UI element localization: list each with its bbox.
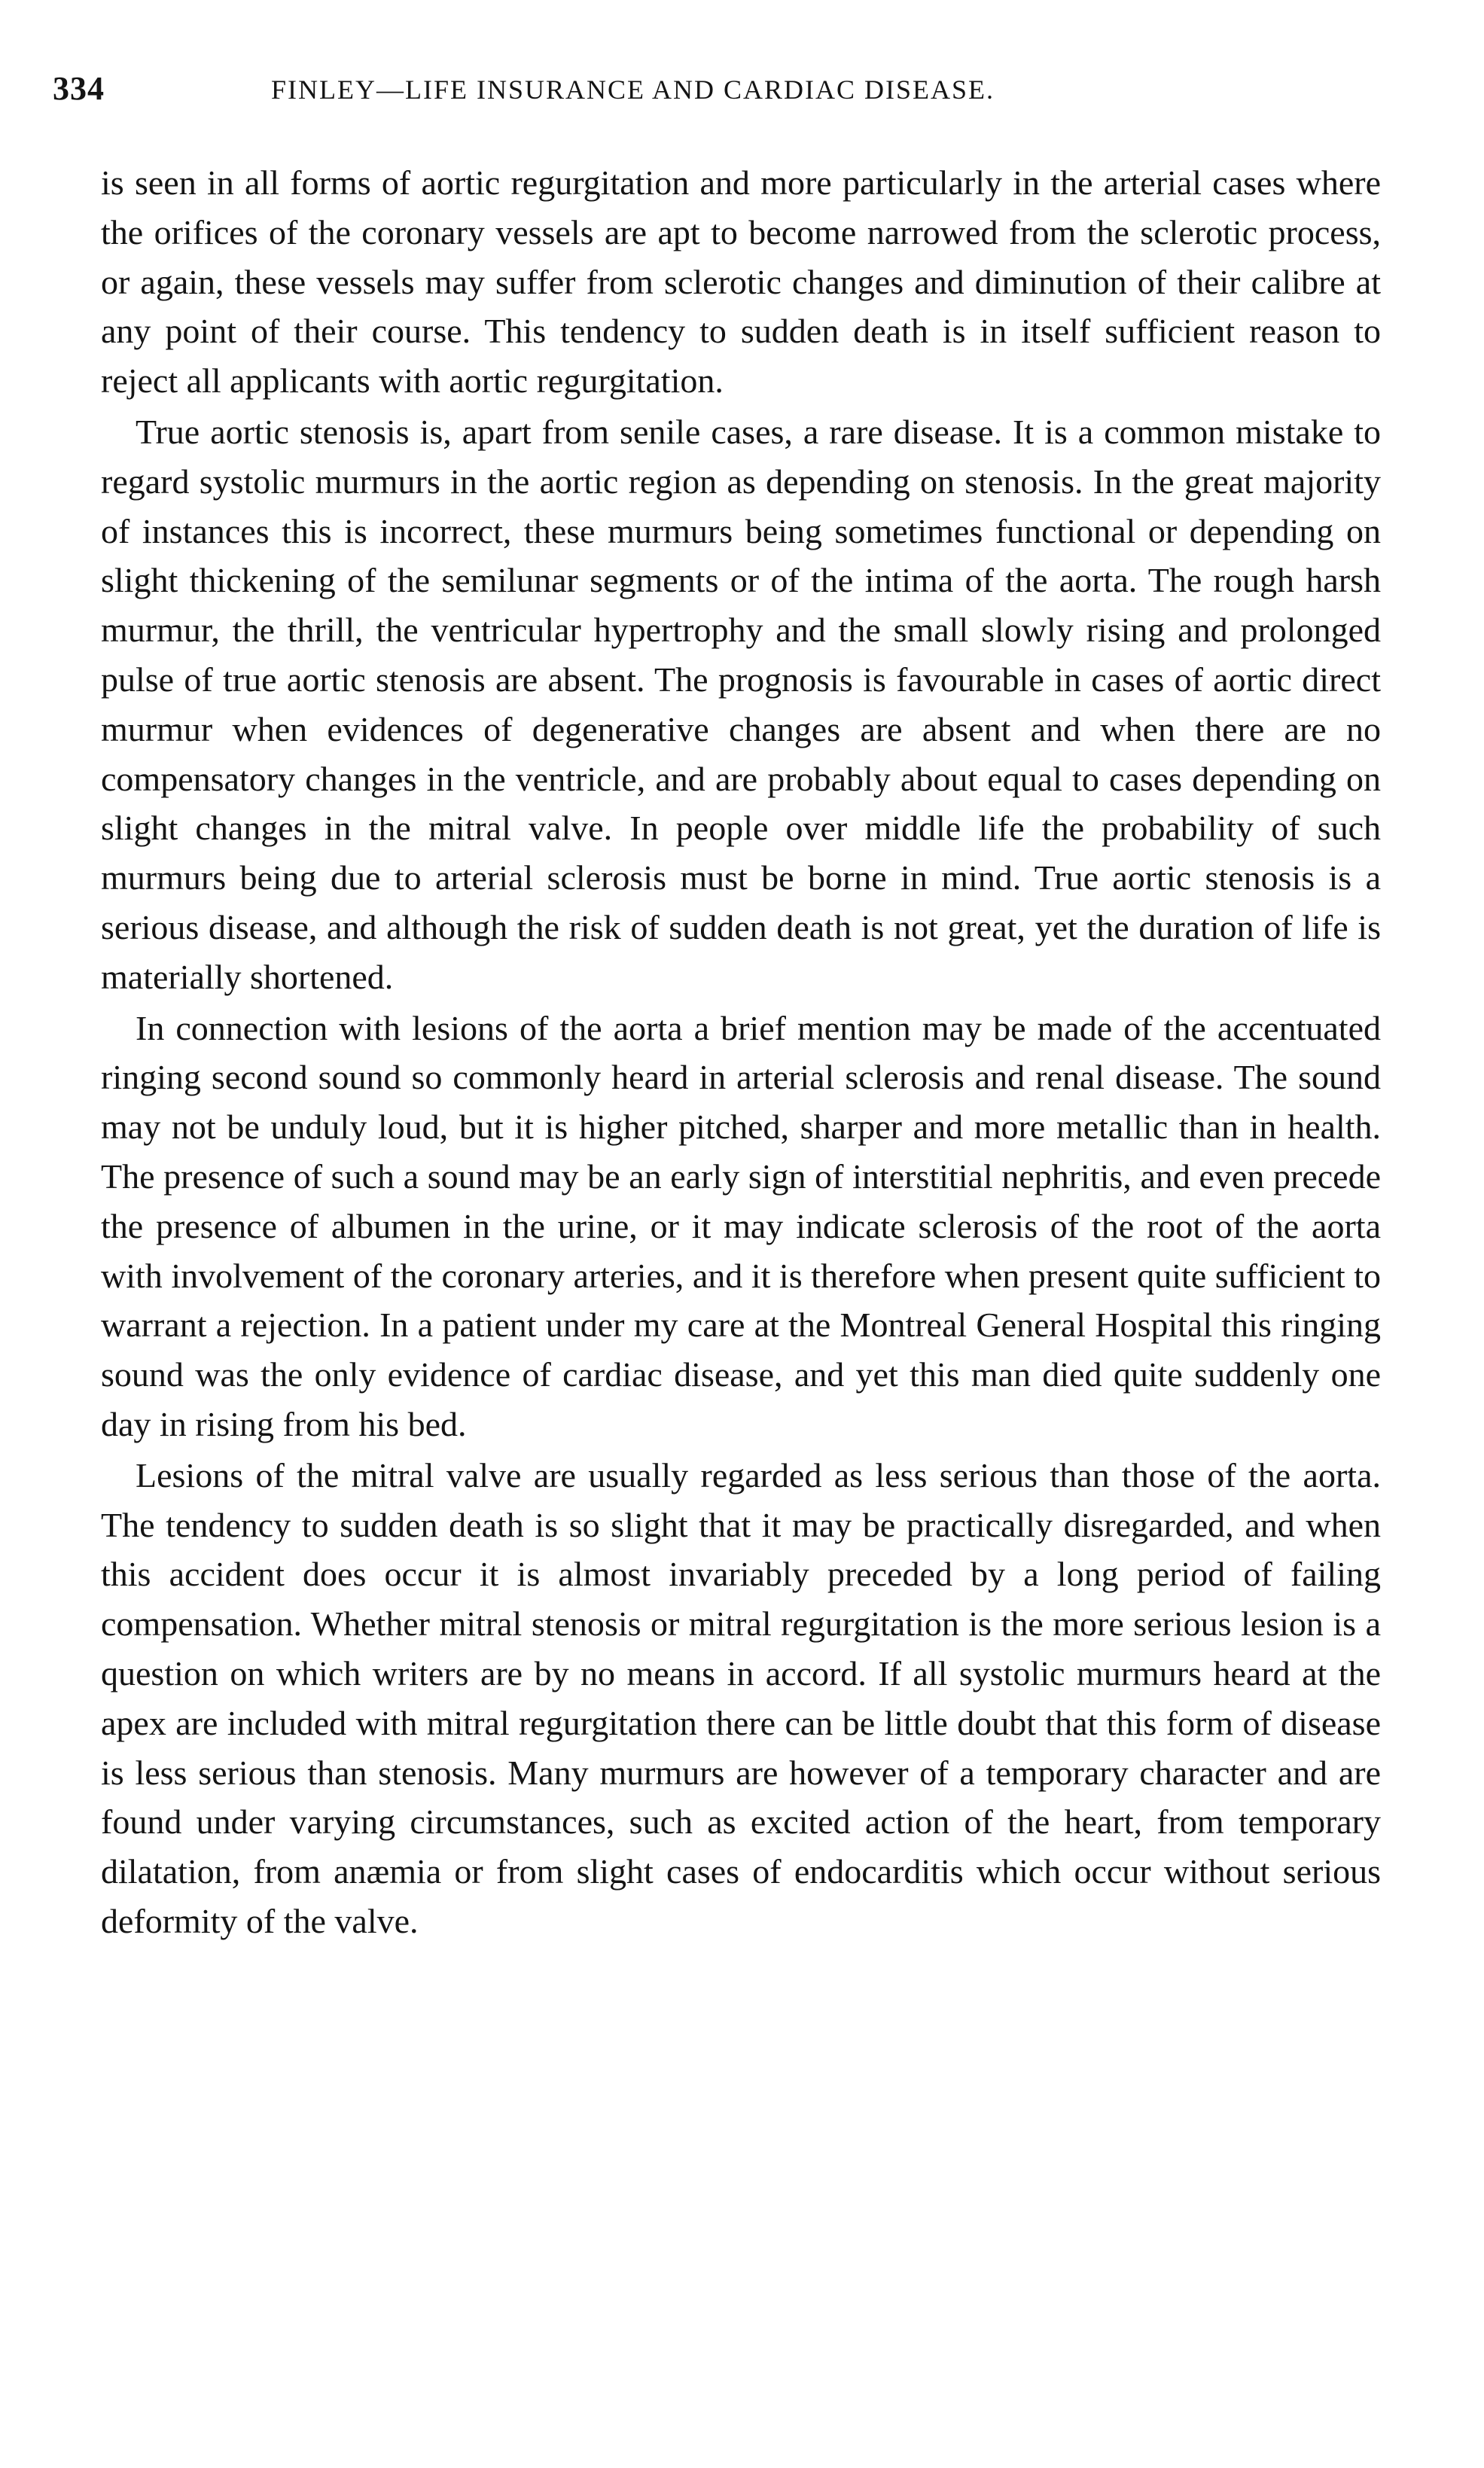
paragraph-accentuated-second-sound: In connection with lesions of the aorta a brief mention may be made of the accentuated ringing second sound so commonly heard in arterial sclerosis and renal disease. The sound may not be unduly loud, but it is higher pitched, sharper and more metallic than in health. The presence of such a sound may be an early sign of interstitial nephritis, and even precede the presence of albumen in the urine, or it may indicate sclerosis of the root of the aorta with involvement of the coronary arteries, and it is therefore when present quite sufficient to warrant a rejection. In a patient under my care at the Montreal General Hospital this ringing sound was the only evidence of cardiac disease, and yet this man died quite suddenly one day in rising from his bed. [101, 1008, 1381, 1443]
paragraph-mitral-valve-lesions: Lesions of the mitral valve are usually regarded as less serious than those of the aorta. The tendency to sudden death is so slight that it may be practically disregarded, and when this accident does occur it is almost invariably preceded by a long period of failing compensation. Whether mitral stenosis or mitral regurgitation is the more serious lesion is a question on which writers are by no means in accord. If all systolic murmurs heard at the apex are included with mitral regurgitation there can be little doubt that this form of disease is less serious than stenosis. Many murmurs are however of a temporary character and are found under varying circumstances, such as excited action of the heart, from temporary dilatation, from anæmia or from slight cases of endocarditis which occur without serious deformity of the valve. [101, 1455, 1381, 1940]
running-head: FINLEY—LIFE INSURANCE AND CARDIAC DISEASE. [271, 75, 995, 105]
body-text [101, 158, 1381, 1948]
paragraph-aortic-stenosis: True aortic stenosis is, apart from senile cases, a rare disease. It is a common mistake to regard systolic murmurs in the aortic region as depending on stenosis. In the great majority of instances this is incorrect, these murmurs being sometimes functional or depending on slight thickening of the semilunar segments or of the intima of the aorta. The rough harsh murmur, the thrill, the ventricular hypertrophy and the small slowly rising and prolonged pulse of true aortic stenosis are absent. The prognosis is favourable in cases of aortic direct murmur when evidences of degenerative changes are absent and when there are no compensatory changes in the ventricle, and are probably about equal to cases depending on slight changes in the mitral valve. In people over middle life the probability of such murmurs being due to arterial sclerosis must be borne in mind. True aortic stenosis is a serious disease, and although the risk of sudden death is not great, yet the duration of life is materially shortened. [101, 412, 1381, 996]
page-number: 334 [53, 70, 105, 107]
page-header [53, 69, 1257, 122]
paragraph-aortic-regurgitation-continued: is seen in all forms of aortic regurgitation and more particularly in the arterial cases where the orifices of the coronary vessels are apt to become narrowed from the sclerotic process, or again, these vessels may suffer from sclerotic changes and diminution of their calibre at any point of their course. This tendency to sudden death is in itself sufficient reason to reject all applicants with aortic regurgitation. [101, 163, 1381, 401]
